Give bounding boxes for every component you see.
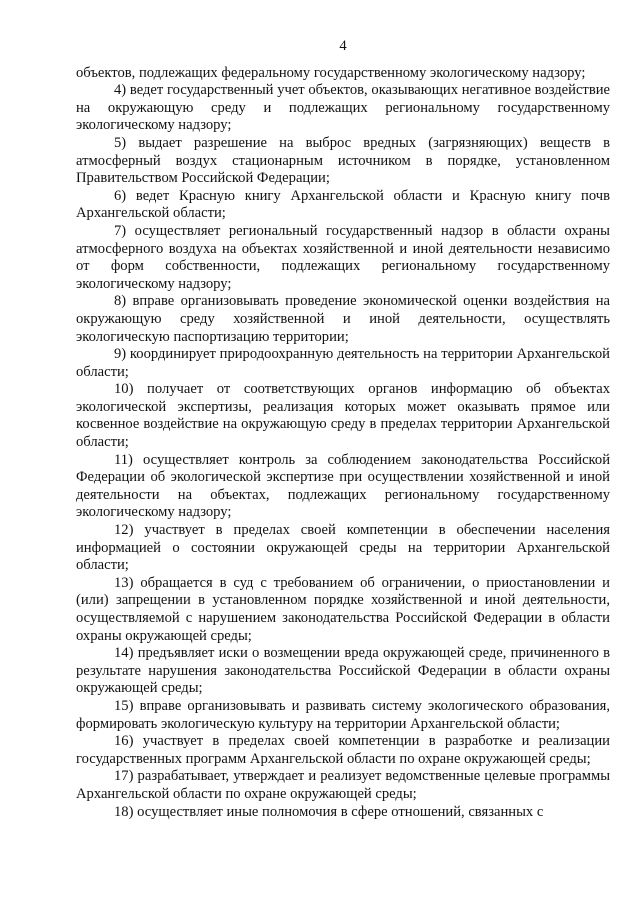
item-number: 10) [114, 381, 134, 398]
item-list [76, 82, 610, 821]
item-number: 7) [114, 222, 127, 239]
list-item [76, 346, 610, 381]
list-item [76, 698, 610, 733]
item-text: ведет Красную книгу Архангельской области и Красную книгу почв Архангельской области; [76, 187, 610, 222]
list-item [76, 768, 610, 803]
item-number: 9) [114, 346, 127, 363]
list-item [76, 452, 610, 522]
list-item [76, 804, 610, 822]
page-number: 4 [339, 38, 347, 54]
item-text: участвует в пределах своей компетенции в обеспечении населения информацией о состоянии окружающей среды на территории Архангельской области; [76, 522, 610, 574]
list-item [76, 223, 610, 293]
item-number: 18) [114, 803, 134, 820]
item-text: осуществляет иные полномочия в сфере отношений, связанных с [137, 803, 544, 820]
item-text: осуществляет региональный государственный надзор в области охраны атмосферного воздуха на объектах хозяйственной и иной деятельности независимо от форм собственности, подлежащих региональному государственному экологическому надзору; [76, 222, 610, 292]
item-text: осуществляет контроль за соблюдением законодательства Российской Федерации об экологической экспертизе при осуществлении хозяйственной и иной деятельности на объектах, подлежащих региональному государственному экологическому надзору; [76, 451, 611, 521]
list-item [76, 733, 610, 768]
document-page [76, 38, 610, 821]
list-item [76, 381, 610, 451]
item-text: обращается в суд с требованием об ограничении, о приостановлении и (или) запрещении в установленном порядке хозяйственной и иной деятельности, осуществляемой с нарушением законодательства Российской Федерации в области охраны окружающей среды; [76, 574, 610, 644]
list-item [76, 575, 610, 645]
item-text: вправе организовывать и развивать систему экологического образования, формировать экологическую культуру на территории Архангельской области; [76, 697, 610, 732]
item-text: предъявляет иски о возмещении вреда окружающей среде, причиненного в результате нарушения законодательства Российской Федерации в области охраны окружающей среды; [76, 645, 611, 697]
list-item [76, 645, 610, 698]
list-item [76, 522, 610, 575]
item-text: получает от соответствующих органов информацию об объектах экологической экспертизы, реализация которых может оказывать прямое или косвенное воздействие на окружающую среду в пределах территории Архангельской области; [76, 381, 610, 451]
item-number: 6) [114, 187, 127, 204]
item-text: выдает разрешение на выброс вредных (загрязняющих) веществ в атмосферный воздух стационарным источником в порядке, установленном Правительством Российской Федерации; [76, 134, 610, 187]
item-number: 11) [114, 451, 133, 468]
item-number: 17) [114, 768, 134, 785]
continuation-paragraph: объектов, подлежащих федеральному государственному экологическому надзору; [76, 64, 586, 81]
item-text: вправе организовывать проведение экономической оценки воздействия на окружающую среду хозяйственной и иной деятельности, осуществлять экологическую паспортизацию территории; [76, 293, 610, 345]
item-text: ведет государственный учет объектов, оказывающих негативное воздействие на окружающую среду и подлежащих региональному государственному экологическому надзору; [76, 82, 610, 134]
item-number: 16) [114, 733, 134, 750]
list-item [76, 135, 610, 188]
item-number: 14) [114, 645, 134, 662]
item-number: 13) [114, 574, 134, 591]
item-text: координирует природоохранную деятельность на территории Архангельской области; [76, 346, 610, 380]
item-text: участвует в пределах своей компетенции в разработке и реализации государственных программ Архангельской области по охране окружающей среды; [76, 733, 610, 767]
item-number: 12) [114, 522, 134, 539]
list-item [76, 82, 610, 135]
list-item [76, 293, 610, 346]
item-number: 8) [114, 293, 127, 310]
item-number: 5) [114, 134, 127, 151]
item-number: 15) [114, 697, 134, 714]
list-item [76, 188, 610, 223]
item-text: разрабатывает, утверждает и реализует ведомственные целевые программы Архангельской области по охране окружающей среды; [76, 768, 610, 802]
item-number: 4) [114, 82, 127, 99]
